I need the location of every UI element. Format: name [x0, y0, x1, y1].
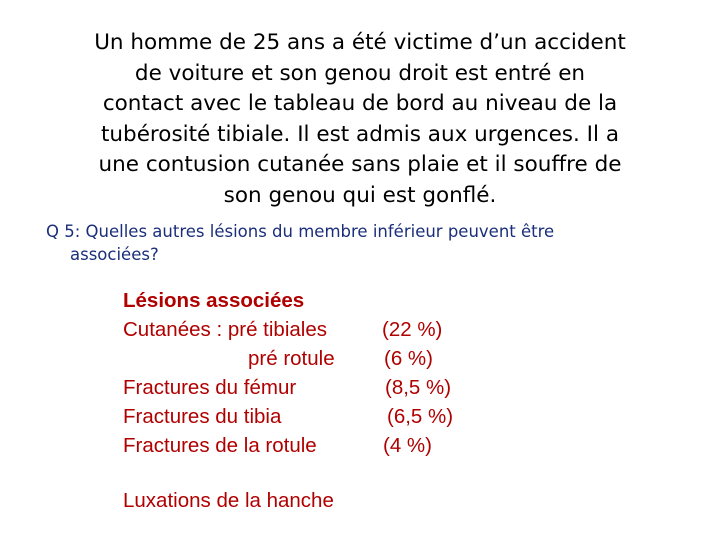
lesion-label: Fractures du fémur [123, 376, 297, 399]
question-text [46, 220, 686, 266]
question-line: associées? [70, 245, 159, 264]
answer-heading: Lésions associées [123, 289, 305, 312]
case-line: Un homme de 25 ans a été victime d’un accident [94, 30, 626, 55]
case-line: contact avec le tableau de bord au niveau de la [102, 91, 618, 116]
case-line: tubérosité tibiale. Il est admis aux urgences. Il a [101, 121, 619, 147]
lesion-label: Cutanées : pré tibiales [123, 318, 327, 341]
lesion-label: pré rotule [248, 347, 335, 370]
case-line: son genou qui est gonflé. [223, 182, 497, 208]
question-line: Q 5: Quelles autres lésions du membre inférieur peuvent être [46, 222, 555, 241]
answer-row [123, 373, 452, 402]
answer-row [123, 315, 443, 344]
lesion-percentage: (4 %) [383, 434, 432, 457]
case-line: une contusion cutanée sans plaie et il souffre de [98, 152, 622, 177]
answer-row [123, 344, 433, 373]
answer-row [123, 431, 432, 460]
lesion-percentage: (6 %) [384, 347, 433, 370]
lesion-percentage: (8,5 %) [385, 376, 452, 399]
lesion-percentage: (22 %) [382, 318, 443, 341]
answer-block [123, 286, 454, 512]
answer-row [123, 402, 454, 431]
answer-final-item: Luxations de la hanche [123, 489, 334, 512]
case-description [50, 28, 670, 211]
lesion-label: Fractures du tibia [123, 405, 282, 428]
lesion-label: Fractures de la rotule [123, 434, 317, 457]
case-line: de voiture et son genou droit est entré en [134, 60, 586, 86]
lesion-percentage: (6,5 %) [387, 405, 454, 428]
